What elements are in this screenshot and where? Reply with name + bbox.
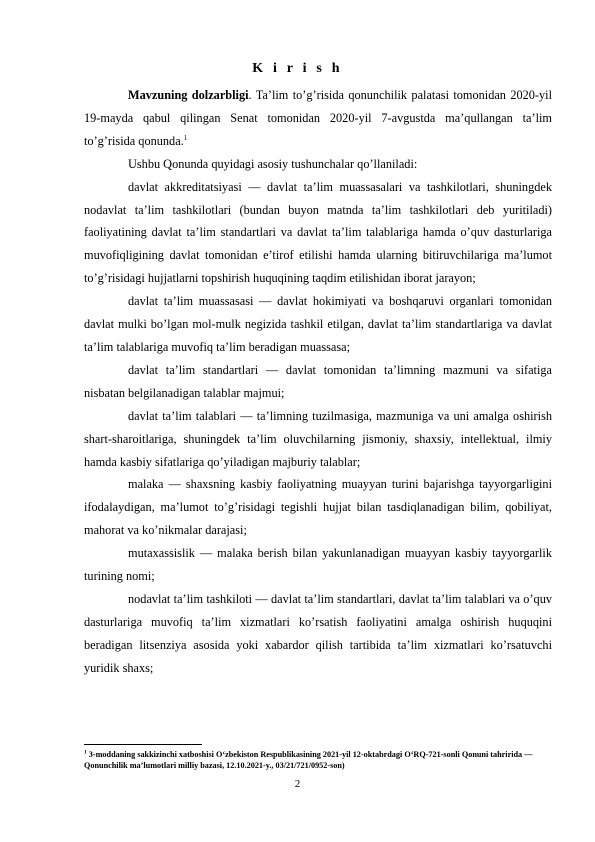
- paragraph-qualification: malaka — shaxsning kasbiy faoliyatning muayyan turini bajarishga tayyorgarligini ifodalaydigan, ma’lumot to’g’risidagi tegishli hujjat bilan tasdiqlanadigan bilim, qobiliyat, mahorat va ko’nikmalar darajasi;: [84, 477, 552, 538]
- paragraph-nonstate-organization: nodavlat ta’lim tashkiloti — davlat ta’lim standartlari, davlat ta’lim talablari va o’quv dasturlariga muvofiq ta’lim xizmatlari ko’rsatish faoliyatini amalga oshirish huquqini beradigan litsenziya asosida yoki xabardor qilish tartibida ta’lim xizmatlari ko’rsatuvchi yuridik shaxs;: [84, 591, 552, 675]
- intro-text: . Ta’lim to’g’risida qonunchilik palatasi tomonidan 2020-yil 19-mayda qabul qilingan Senat tomonidan 2020-yil 7-avgustda ma’qullangan ta’lim to’g’risida qonunda.: [84, 88, 552, 148]
- footnote-divider: [84, 744, 202, 745]
- paragraph-state-institution: davlat ta’lim muassasasi — davlat hokimiyati va boshqaruvi organlari tomonidan davlat mulki bo’lgan mol-mulk negizida tashkil etilgan, davlat ta’lim standartlariga va davlat ta’lim talablariga muvofiq ta’lim beradigan muassasa;: [84, 294, 552, 354]
- footnote-marker: 1: [84, 749, 87, 756]
- page-number: 2: [294, 778, 301, 790]
- footnote-text: 3-moddaning sakkizinchi xatboshisi O‘zbekiston Respublikasining 2021-yil 12-oktabrdagi O‘RQ-721-sonli Qonuni tahririda — Qonunchilik ma’lumotlari milliy bazasi, 12.10.2021-y., 03/21/721/0952-son): [84, 750, 533, 770]
- section-heading: K i r i s h: [252, 61, 343, 76]
- paragraph-definitions-intro: Ushbu Qonunda quyidagi asosiy tushunchalar qo’llaniladi:: [128, 156, 418, 171]
- footnote: [84, 749, 554, 771]
- intro-lead: Mavzuning dolzarbligi: [128, 88, 249, 102]
- footnote-reference[interactable]: 1: [183, 133, 188, 142]
- paragraph-state-accreditation: davlat akkreditatsiyasi — davlat ta’lim muassasalari va tashkilotlari, shuningdek nodavlat ta’lim tashkilotlari (bundan buyon matnda ta’lim tashkilotlari deb yuritiladi) faoliyatining davlat ta’lim standartlari va davlat ta’lim talablariga hamda o’quv dasturlariga muvofiqligining davlat tomonidan e’tirof etilishi hamda ularning bitiruvchilariga ma’lumot to’g’risidagi hujjatlarni topshirish huquqining taqdim etilishidan iborat jarayon;: [84, 179, 552, 286]
- paragraph-state-standards: davlat ta’lim standartlari — davlat tomonidan ta’limning mazmuni va sifatiga nisbatan belgilanadigan talablar majmui;: [84, 362, 552, 400]
- intro-paragraph: [84, 84, 552, 153]
- paragraph-specialty: mutaxassislik — malaka berish bilan yakunlanadigan muayyan kasbiy tayyorgarlik turining nomi;: [84, 546, 552, 584]
- body-text: [84, 84, 552, 680]
- paragraph-state-requirements: davlat ta’lim talablari — ta’limning tuzilmasiga, mazmuniga va uni amalga oshirish shart-sharoitlariga, shuningdek ta’lim oluvchilarning jismoniy, shaxsiy, intellektual, ilmiy hamda kasbiy sifatlariga qo’yiladigan majburiy talablar;: [84, 408, 552, 469]
